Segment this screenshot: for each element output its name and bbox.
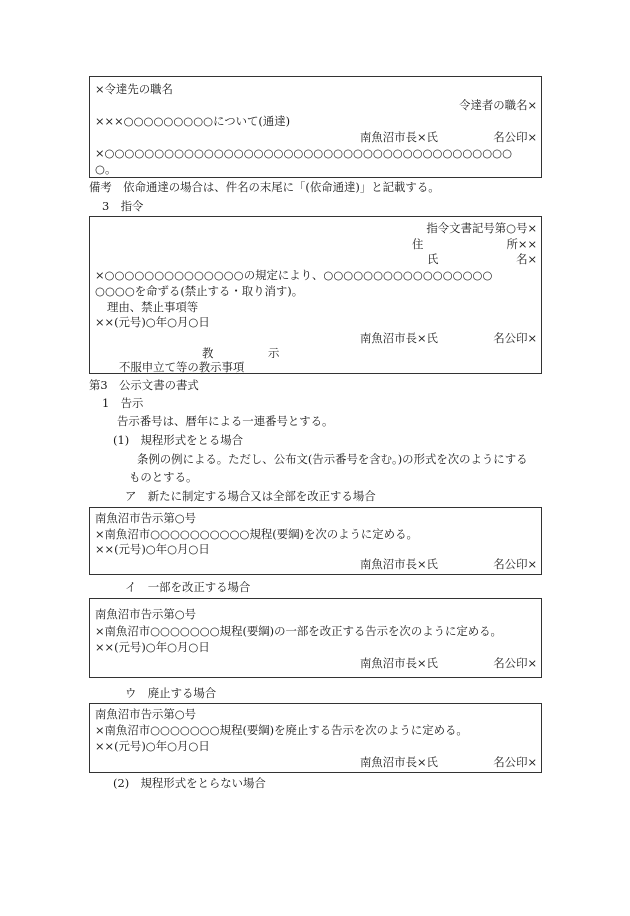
signer-name: 南魚沼市長×氏 [360,557,438,571]
signer-name: 南魚沼市長×氏 [360,656,438,670]
official-seal: 名公印× [493,557,537,571]
official-seal: 名公印× [493,656,537,670]
address-label-a: 住 [412,237,424,251]
address-label-b: 所×× [506,237,537,251]
issuer-title: 令達者の職名× [459,98,537,112]
section-3-heading: 3 指令 [102,199,144,213]
official-seal: 名公印× [493,331,537,345]
signer-name: 南魚沼市長×氏 [360,130,438,144]
numbering-rule: 告示番号は、暦年による一連番号とする。 [117,414,334,428]
subsection-2-heading: (2) 規程形式をとらない場合 [113,776,266,790]
reason-line: 理由、禁止事項等 [107,300,199,314]
note-text: 備考 依命通達の場合は、件名の末尾に「(依命通達)」と記載する。 [89,180,440,194]
kokuji-new-box [89,507,542,575]
subsection-1-text-2: ものとする。 [129,470,198,484]
part-3-heading: 第3 公示文書の書式 [89,378,199,392]
appeal-notice: 不服申立て等の教示事項 [119,360,245,374]
directive-doc-number: 指令文書記号第○号× [426,221,537,235]
kokuji-heading: 1 告示 [102,396,144,410]
item-i-heading: イ 一部を改正する場合 [125,580,251,594]
name-label-b: 名× [516,252,537,266]
subsection-1-heading: (1) 規程形式をとる場合 [113,433,244,447]
body-line-2: ○○○○を命ずる(禁止する・取り消す)。 [95,284,304,298]
official-seal: 名公印× [493,130,537,144]
date-line: ××(元号)○年○月○日 [95,315,210,329]
body-line-2: ○。 [95,162,117,176]
date-line: ××(元号)○年○月○日 [95,640,210,654]
kyoji-heading-b: 示 [268,346,280,360]
item-a-heading: ア 新たに制定する場合又は全部を改正する場合 [125,489,376,503]
kokuji-repeal-box [89,703,542,773]
body-line-1: ×○○○○○○○○○○○○○○の規定により、○○○○○○○○○○○○○○○○○ [95,268,493,282]
official-seal: 名公印× [493,755,537,769]
subject-line: ×××○○○○○○○○○について(通達) [95,114,291,128]
body-line-1: ×○○○○○○○○○○○○○○○○○○○○○○○○○○○○○○○○○○○○○○○○○ [95,146,513,160]
notice-text: ×南魚沼市○○○○○○○規程(要綱)を廃止する告示を次のように定める。 [95,723,468,737]
notice-number: 南魚沼市告示第○号 [95,707,197,721]
date-line: ××(元号)○年○月○日 [95,739,210,753]
notice-text: ×南魚沼市○○○○○○○○○○規程(要綱)を次のように定める。 [95,527,418,541]
notice-text: ×南魚沼市○○○○○○○規程(要綱)の一部を改正する告示を次のように定める。 [95,624,502,638]
notice-number: 南魚沼市告示第○号 [95,607,197,621]
shirei-box [89,216,542,374]
recipient-title: ×令達先の職名 [95,82,173,96]
subsection-1-text-1: 条例の例による。ただし、公布文(告示番号を含む。)の形式を次のようにする [137,452,528,466]
kyoji-heading-a: 教 [202,346,214,360]
name-label-a: 氏 [427,252,439,266]
kokuji-amend-box [89,598,542,678]
tsutatsu-box [89,76,542,178]
date-line: ××(元号)○年○月○日 [95,542,210,556]
signer-name: 南魚沼市長×氏 [360,755,438,769]
notice-number: 南魚沼市告示第○号 [95,511,197,525]
item-u-heading: ウ 廃止する場合 [125,686,217,700]
signer-name: 南魚沼市長×氏 [360,331,438,345]
